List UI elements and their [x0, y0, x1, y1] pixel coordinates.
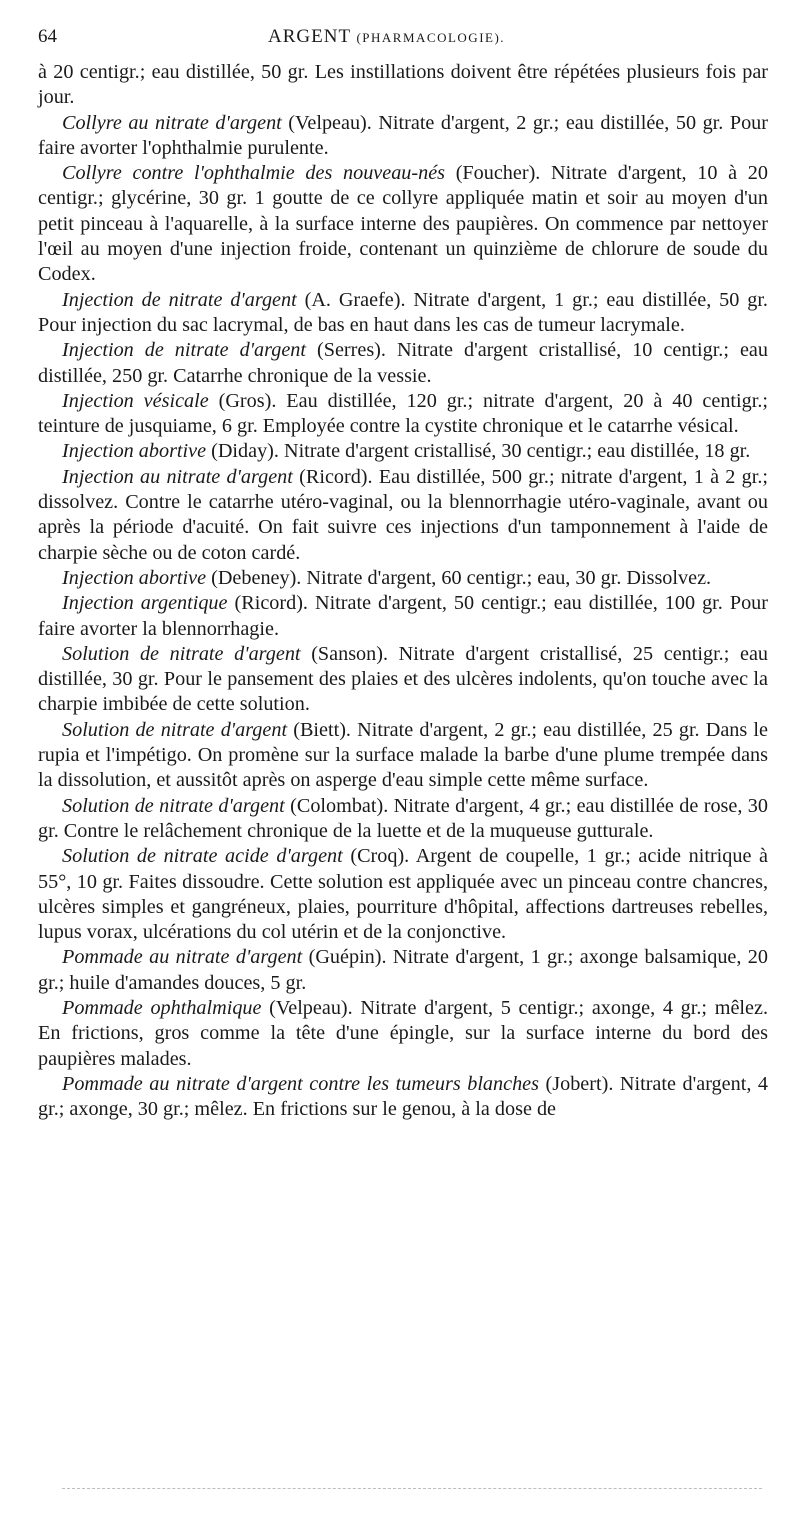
recipe-entry — [38, 465, 768, 566]
recipe-title: Injection de nitrate d'argent — [62, 288, 297, 311]
recipe-title: Solution de nitrate d'argent — [62, 718, 288, 741]
recipe-entry — [38, 794, 768, 845]
recipe-text: (A. Graefe). Nitrate d'argent, 1 gr.; eau distillée, 50 gr. Pour injection du sac lacrymal, de bas en haut dans les cas de tumeur lacrymale. — [38, 288, 768, 336]
recipe-text: (Croq). Argent de coupelle, 1 gr.; acide nitrique à 55°, 10 gr. Faites dissoudre. Cette solution est appliquée avec un pinceau contre chancres, ulcères simples et gangréneux, plaies, pourriture d'hôpital, affections dartreuses rebelles, lupus vorax, ulcérations du col utérin et de la conjonctive. — [38, 845, 768, 944]
recipe-text: (Gros). Eau distillée, 120 gr.; nitrate d'argent, 20 à 40 centigr.; teinture de jusquiame, 6 gr. Employée contre la cystite chronique et le catarrhe vésical. — [38, 389, 768, 438]
book-page — [38, 26, 768, 1122]
recipe-entry — [38, 718, 768, 794]
recipe-title: Injection abortive — [62, 566, 207, 589]
recipe-title: Pommade au nitrate d'argent — [62, 946, 303, 969]
recipe-text: (Jobert). Nitrate d'argent, 4 gr.; axonge, 30 gr.; mêlez. En frictions sur le genou, à la dose de — [38, 1072, 769, 1121]
recipe-text: (Ricord). Nitrate d'argent, 50 centigr.; eau distillée, 100 gr. Pour faire avorter la blennorrhagie. — [38, 592, 768, 640]
recipe-entry — [38, 1072, 768, 1123]
recipe-entry — [38, 844, 768, 945]
recipe-entry — [38, 996, 768, 1072]
recipe-text: (Serres). Nitrate d'argent cristallisé, 10 centigr.; eau distillée, 250 gr. Catarrhe chronique de la vessie. — [38, 339, 768, 387]
recipe-text: (Guépin). Nitrate d'argent, 1 gr.; axonge balsamique, 20 gr.; huile d'amandes douces, 5 gr. — [38, 946, 768, 994]
page-number: 64 — [38, 26, 57, 47]
recipe-title: Injection vésicale — [62, 389, 209, 412]
recipe-entry — [38, 566, 768, 591]
recipe-title: Collyre au nitrate d'argent — [62, 111, 282, 134]
recipe-text: (Biett). Nitrate d'argent, 2 gr.; eau distillée, 25 gr. Dans le rupia et l'impétigo. On promène sur la surface malade la barbe d'une plume trempée dans la dissolution, et aussitôt après on asperge d'eau simple cette même surface. — [38, 718, 768, 792]
recipe-text: (Debeney). Nitrate d'argent, 60 centigr.; eau, 30 gr. Dissolvez. — [206, 566, 712, 589]
recipe-text: (Sanson). Nitrate d'argent cristallisé, 25 centigr.; eau distillée, 30 gr. Pour le pansement des plaies et des ulcères indolents, qu'on touche avec la charpie imbibée de cette solution. — [38, 642, 769, 716]
recipe-text: (Foucher). Nitrate d'argent, 10 à 20 centigr.; glycérine, 30 gr. 1 goutte de ce collyre appliquée matin et soir au moyen d'un petit pinceau à l'aquarelle, à la surface interne des paupières. On commence par nettoyer l'œil au moyen d'une injection froide, contenant un quinzième de chlorure de soude du Codex. — [38, 162, 768, 286]
recipe-title: Pommade ophthalmique — [62, 996, 262, 1019]
running-title-main: ARGENT — [268, 26, 351, 47]
recipe-entry — [38, 439, 768, 464]
recipe-entry — [38, 338, 768, 389]
recipe-title: Injection argentique — [62, 592, 228, 615]
recipe-title: Solution de nitrate d'argent — [62, 794, 285, 817]
recipe-title: Injection abortive — [62, 440, 207, 463]
recipe-entry — [38, 288, 768, 339]
recipe-entry — [38, 389, 768, 440]
recipe-title: Collyre contre l'ophthalmie des nouveau-nés — [62, 162, 446, 185]
recipe-entry — [38, 161, 768, 287]
recipe-title: Injection de nitrate d'argent — [62, 339, 306, 362]
recipe-text: (Colombat). Nitrate d'argent, 4 gr.; eau distillée de rose, 30 gr. Contre le relâchement chronique de la luette et de la muqueuse gutturale. — [38, 794, 768, 842]
recipe-entry — [38, 945, 768, 996]
recipe-list — [38, 60, 768, 1122]
recipe-text: (Diday). Nitrate d'argent cristallisé, 30 centigr.; eau distillée, 18 gr. — [206, 440, 751, 463]
recipe-text: (Velpeau). Nitrate d'argent, 5 centigr.; axonge, 4 gr.; mêlez. En frictions, gros comme la tête d'une épingle, sur la surface interne du bord des paupières malades. — [38, 996, 768, 1070]
recipe-text: (Velpeau). Nitrate d'argent, 2 gr.; eau distillée, 50 gr. Pour faire avorter l'ophthalmie purulente. — [38, 111, 768, 159]
recipe-title: Solution de nitrate acide d'argent — [62, 845, 343, 868]
recipe-entry — [38, 642, 768, 718]
running-title — [268, 26, 505, 48]
recipe-title: Pommade au nitrate d'argent contre les tumeurs blanches — [62, 1072, 539, 1095]
continuation-paragraph: à 20 centigr.; eau distillée, 50 gr. Les instillations doivent être répétées plusieurs fois par jour. — [38, 61, 768, 109]
recipe-entry — [38, 111, 768, 162]
running-title-sub: (PHARMACOLOGIE). — [356, 30, 506, 45]
recipe-text: (Ricord). Eau distillée, 500 gr.; nitrate d'argent, 1 à 2 gr.; dissolvez. Contre le catarrhe utéro-vaginal, ou la blennorrhagie utéro-vaginale, avant ou après la période d'acuité. On fait suivre ces injections d'un tamponnement à l'aide de charpie sèche ou de coton cardé. — [38, 465, 768, 564]
recipe-title: Solution de nitrate d'argent — [62, 642, 301, 665]
recipe-entry — [38, 591, 768, 642]
running-head — [38, 26, 768, 56]
footer-divider — [62, 1488, 762, 1489]
recipe-title: Injection au nitrate d'argent — [62, 465, 293, 488]
